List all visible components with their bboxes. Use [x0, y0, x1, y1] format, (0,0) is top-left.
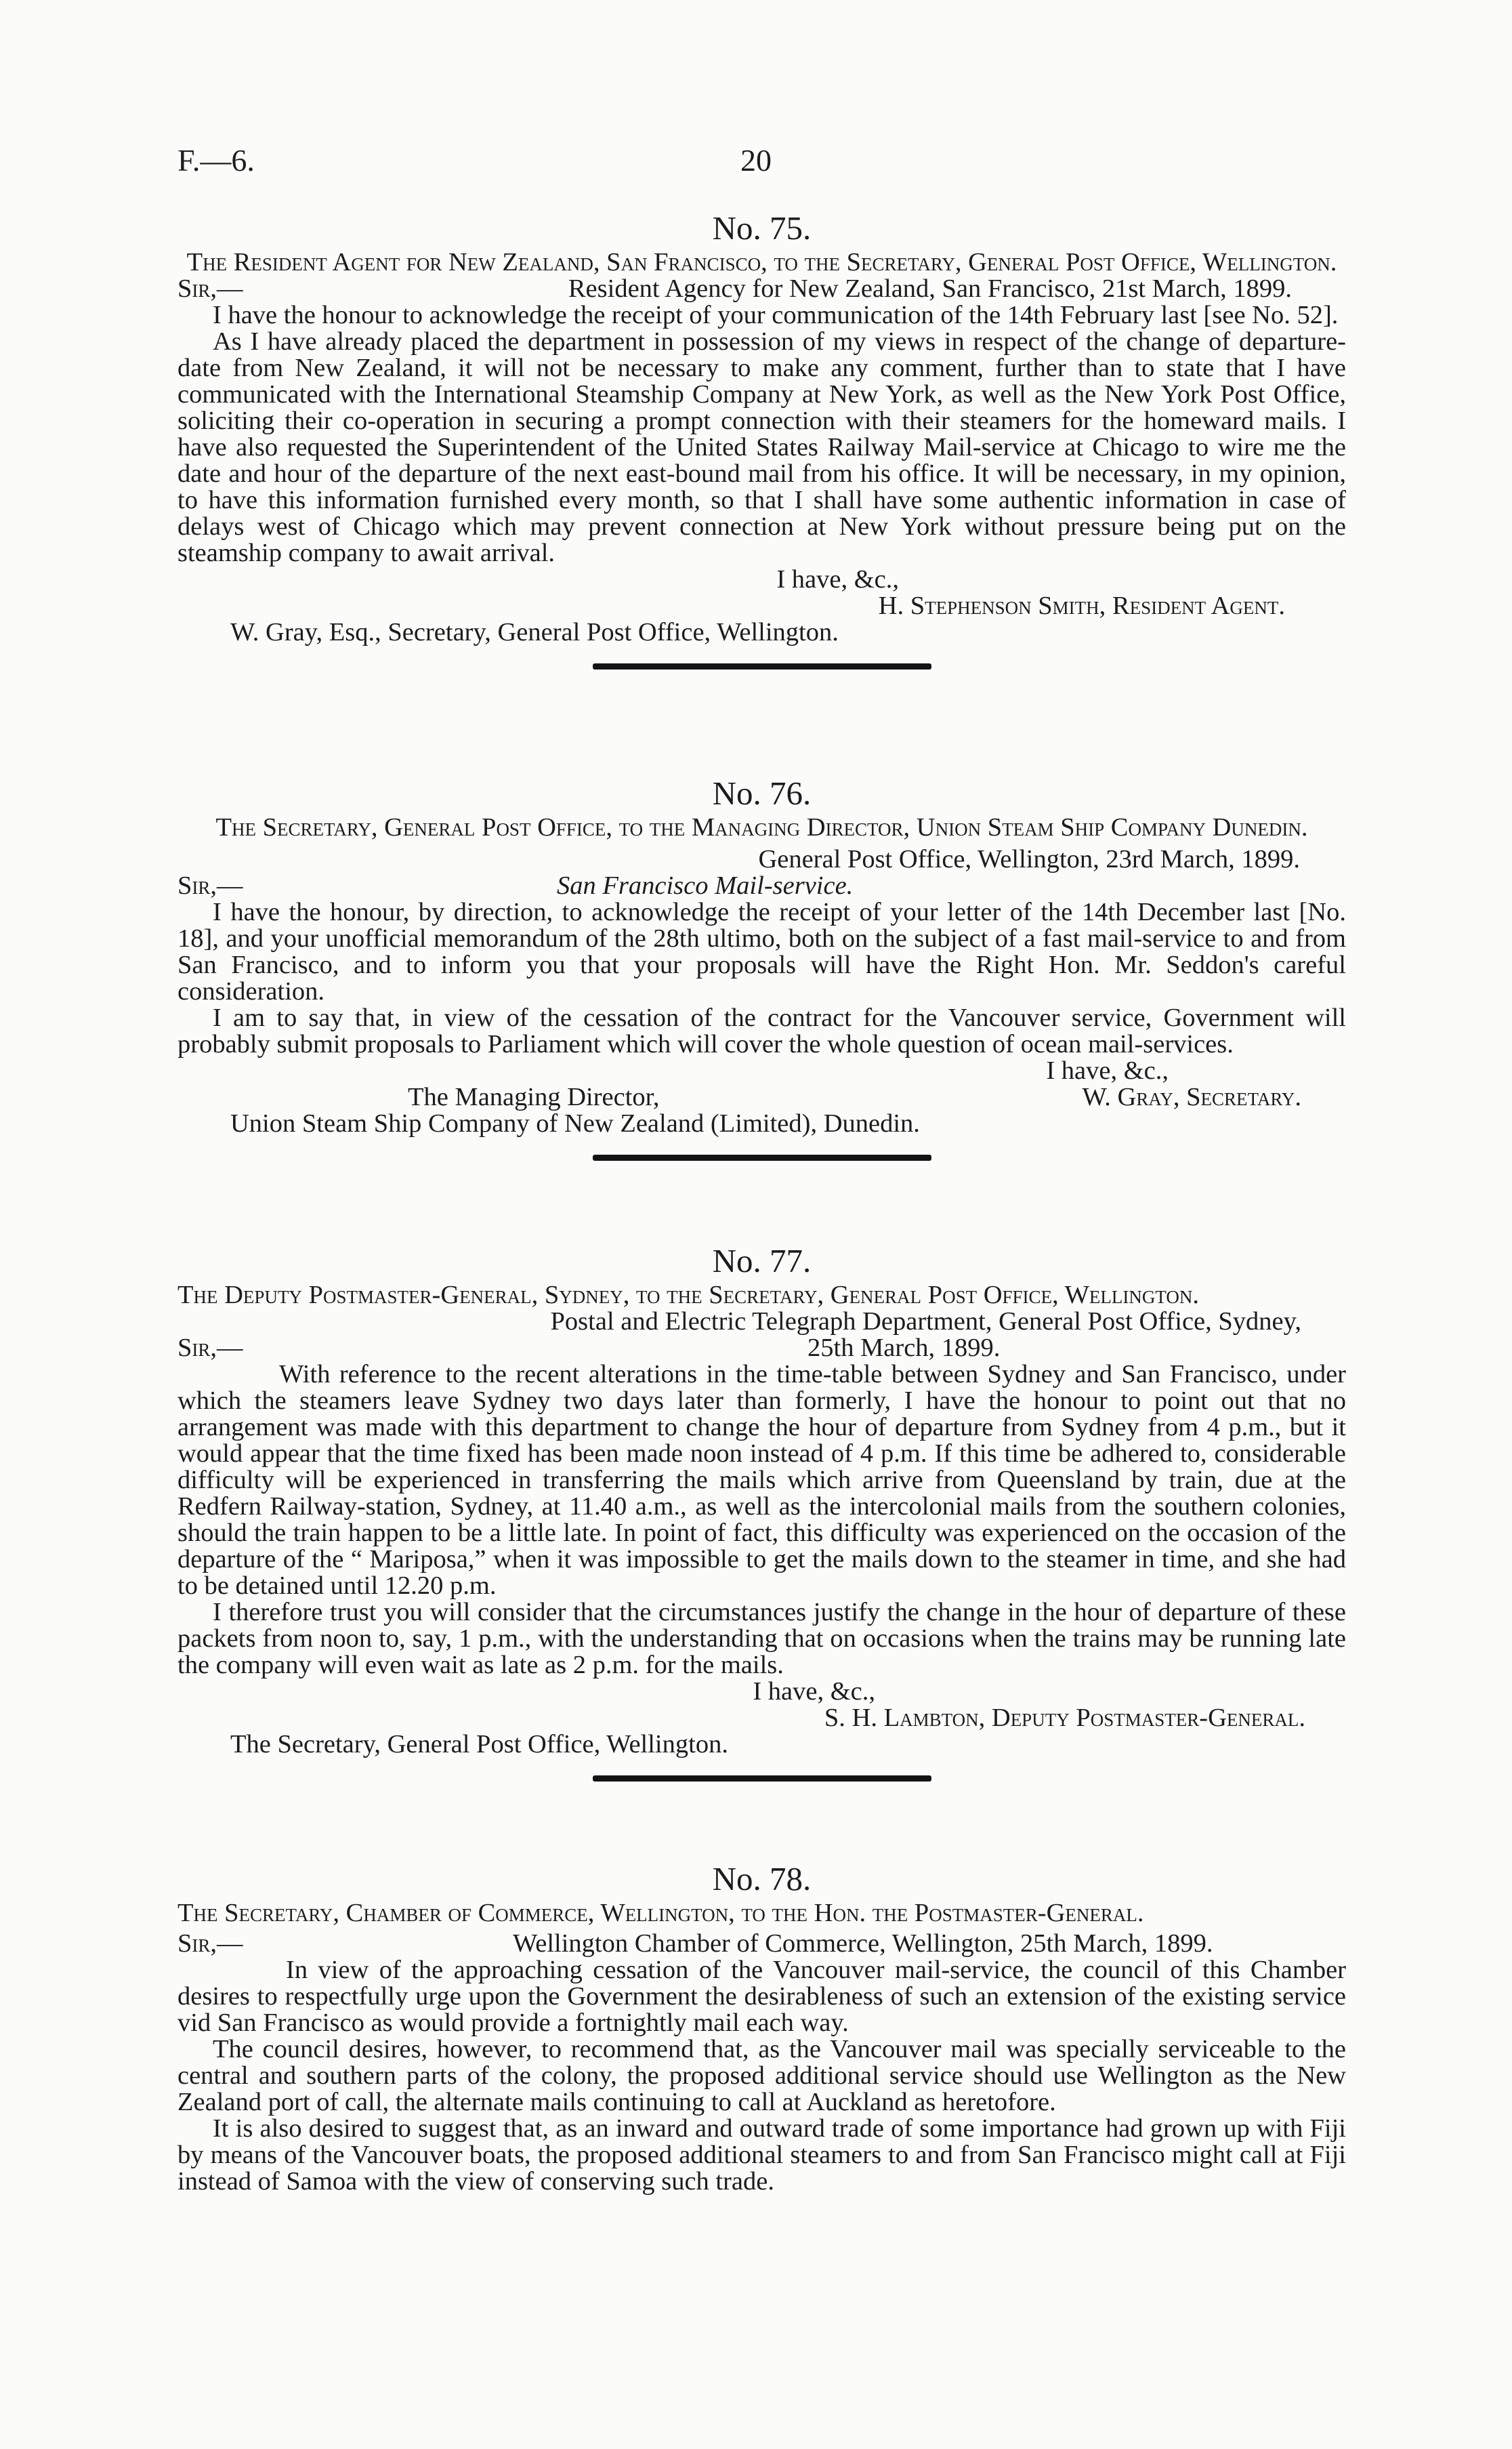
- letter-number: No. 76.: [712, 775, 812, 812]
- addressee-line: The Managing Director,: [408, 1083, 660, 1111]
- salutation-row: [177, 873, 1346, 899]
- salutation: Sir,—: [177, 1334, 243, 1362]
- letter-title: The Secretary, Chamber of Commerce, Wellington, to the Hon. the Postmaster-General.: [177, 1899, 1144, 1927]
- letter-number: No. 77.: [712, 1242, 812, 1279]
- address-line: Postal and Electric Telegraph Department, General Post Office, Sydney,: [550, 1307, 1301, 1336]
- paragraph: As I have already placed the department in possession of my views in respect of the change of departure-date from New Zealand, it will not be necessary to make any comment, further than to state that I have communicated with the International Steamship Company at New York, as well as the New York Post Office, soliciting their co-operation in securing a prompt connection with their steamers for the homeward mails. I have also requested the Superintendent of the United States Railway Mail-service at Chicago to wire me the date and hour of the departure of the next east-bound mail from his office. It will be necessary, in my opinion, to have this information furnished every month, so that I shall have some authentic information in case of delays west of Chicago which may prevent connection at New York without pressure being put on the steamship company to await arrival.: [177, 327, 1346, 567]
- letter-75: [177, 207, 1346, 670]
- signature: H. Stephenson Smith, Resident Agent.: [878, 592, 1285, 620]
- salutation-row: [177, 1335, 1346, 1361]
- letter-number: No. 75.: [712, 209, 812, 247]
- address-date: 25th March, 1899.: [807, 1334, 1001, 1362]
- page-header: [177, 142, 1335, 183]
- paragraph: I am to say that, in view of the cessation of the contract for the Vancouver service, Government will probably submit proposals to Parliament which will cover the whole question of ocean mail-services.: [177, 1004, 1346, 1058]
- paragraph: In view of the approaching cessation of the Vancouver mail-service, the council of this Chamber desires to respectfully urge upon the Government the desirableness of such an extension of the existing service vid San Francisco as would provide a fortnightly mail each way.: [177, 1956, 1346, 2037]
- paragraph: It is also desired to suggest that, as an inward and outward trade of some importance had grown up with Fiji by means of the Vancouver boats, the proposed additional steamers to and from San Francisco might call at Fiji instead of Samoa with the view of conserving such trade.: [177, 2114, 1346, 2196]
- paragraph: I therefore trust you will consider that the circumstances justify the change in the hour of departure of these packets from noon to, say, 1 p.m., with the understanding that on occasions when the trains may be running late the company will even wait as late as 2 p.m. for the mails.: [177, 1598, 1346, 1679]
- addressee: W. Gray, Esq., Secretary, General Post Office, Wellington.: [230, 618, 839, 646]
- address-date: Wellington Chamber of Commerce, Wellington, 25th March, 1899.: [513, 1929, 1213, 1958]
- letter-78: [177, 1858, 1346, 2195]
- paragraph: I have the honour, by direction, to acknowledge the receipt of your letter of the 14th December last [No. 18], and your unofficial memorandum of the 28th ultimo, both on the subject of a fast mail-service to and from San Francisco, and to inform you that your proposals will have the Right Hon. Mr. Seddon's careful consideration.: [177, 898, 1346, 1006]
- section-divider: [593, 1155, 931, 1161]
- salutation-row: [177, 1931, 1346, 1957]
- section-divider: [593, 663, 931, 670]
- signature-row: [177, 1084, 1346, 1111]
- paragraph: The council desires, however, to recommend that, as the Vancouver mail was specially serviceable to the central and southern parts of the colony, the proposed additional service should use Wellington as the New Zealand port of call, the alternate mails continuing to call at Auckland as heretofore.: [177, 2035, 1346, 2116]
- salutation: Sir,—: [177, 1929, 243, 1958]
- page-number: 20: [740, 143, 772, 178]
- letter-77: [177, 1240, 1346, 1782]
- letter-subject: San Francisco Mail-service.: [557, 871, 854, 900]
- signature: W. Gray, Secretary.: [1082, 1083, 1301, 1111]
- document-reference: F.—6.: [177, 143, 255, 178]
- salutation: Sir,—: [177, 274, 243, 303]
- closing: I have, &c.,: [1046, 1056, 1169, 1085]
- letter-number: No. 78.: [712, 1860, 812, 1897]
- letter-title: The Resident Agent for New Zealand, San Francisco, to the Secretary, General Post Office, Wellington.: [186, 248, 1337, 276]
- paragraph: With reference to the recent alterations in the time-table between Sydney and San Francisco, under which the steamers leave Sydney two days later than formerly, I have the honour to point out that no arrangement was made with this department to change the hour of departure from Sydney from 4 p.m., but it would appear that the time fixed has been made noon instead of 4 p.m. If this time be adhered to, considerable difficulty will be experienced in transferring the mails which arrive from Queensland by train, due at the Redfern Railway-station, Sydney, at 11.40 a.m., as well as the intercolonial mails from the southern colonies, should the train happen to be a little late. In point of fact, this difficulty was experienced on the occasion of the departure of the “ Mariposa,” when it was impossible to get the mails down to the steamer in time, and she had to be detained until 12.20 p.m.: [177, 1360, 1346, 1600]
- salutation: Sir,—: [177, 871, 243, 900]
- closing: I have, &c.,: [753, 1677, 875, 1706]
- addressee: The Secretary, General Post Office, Wellington.: [230, 1730, 728, 1758]
- addressee-line: Union Steam Ship Company of New Zealand (Limited), Dunedin.: [230, 1109, 920, 1138]
- section-divider: [593, 1775, 931, 1782]
- salutation-row: [177, 276, 1346, 302]
- letter-76: [177, 773, 1346, 1161]
- address-date: Resident Agency for New Zealand, San Francisco, 21st March, 1899.: [568, 274, 1292, 303]
- signature: S. H. Lambton, Deputy Postmaster-General.: [824, 1704, 1305, 1732]
- closing: I have, &c.,: [776, 565, 899, 594]
- letter-title: The Secretary, General Post Office, to the Managing Director, Union Steam Ship Company Dunedin.: [215, 813, 1308, 842]
- paragraph: I have the honour to acknowledge the receipt of your communication of the 14th February last [see No. 52].: [213, 301, 1339, 329]
- letter-title: The Deputy Postmaster-General, Sydney, to the Secretary, General Post Office, Wellington.: [177, 1281, 1200, 1309]
- address-date: General Post Office, Wellington, 23rd March, 1899.: [758, 845, 1300, 873]
